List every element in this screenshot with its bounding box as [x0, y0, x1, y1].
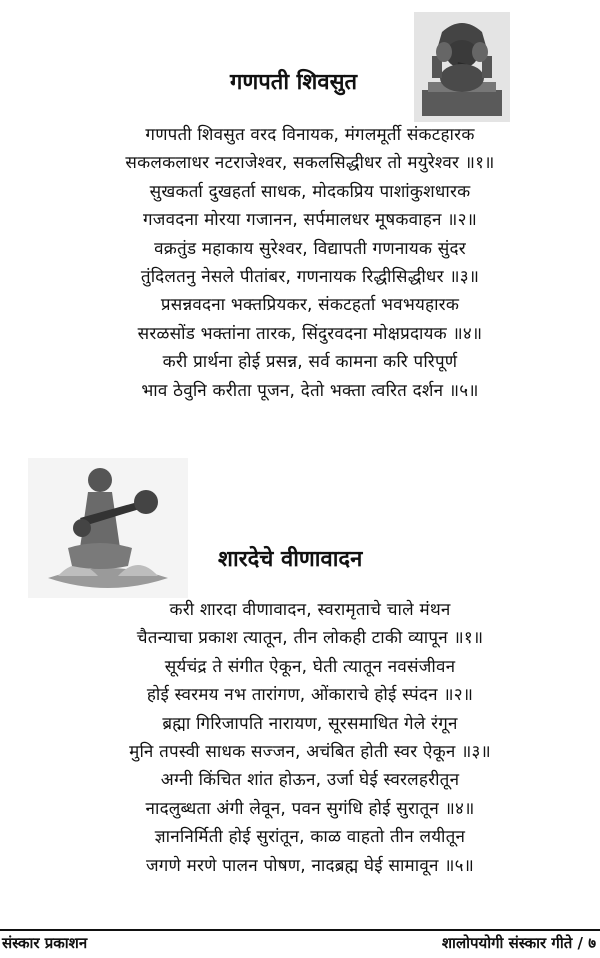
- verse-line: सूर्यचंद्र ते संगीत ऐकून, घेती त्यातून नवसंजीवन: [164, 656, 456, 677]
- verse-line: ज्ञाननिर्मिती होई सुरांतून, काळ वाहतो तीन लयीतून: [154, 827, 466, 848]
- sarasvati-veena-image: [28, 458, 188, 598]
- ganesha-image: [414, 12, 510, 122]
- verse-line: मुनि तपस्वी साधक सज्जन, अचंबित होती स्वर ऐकून ॥३॥: [129, 741, 491, 762]
- verse-line: सकलकलाधर नटराजेश्वर, सकलसिद्धीधर तो मयुरेश्वर ॥१॥: [125, 153, 495, 174]
- verse-line: जगणे मरणे पालन पोषण, नादब्रह्म घेई सामावून ॥५॥: [145, 855, 475, 876]
- verse-line: करी शारदा वीणावादन, स्वरामृताचे चाले मंथन: [169, 600, 451, 620]
- verse-line: गजवदना मोरया गजानन, सर्पमालधर मूषकवाहन ॥२॥: [143, 210, 477, 231]
- verse-line: चैतन्याचा प्रकाश त्यातून, तीन लोकही टाकी व्यापून ॥१॥: [136, 628, 484, 649]
- verse-line: अग्नी किंचित शांत होऊन, उर्जा घेई स्वरलहरीतून: [160, 770, 460, 791]
- verse-line: ब्रह्मा गिरिजापति नारायण, सूरसमाधित गेले रंगून: [162, 713, 458, 734]
- ganesha-illustration: [414, 12, 510, 122]
- poem2-title: शारदेचे वीणावादन: [218, 547, 363, 572]
- footer-publisher: संस्कार प्रकाशन: [2, 934, 88, 952]
- verse-line: करी प्रार्थना होई प्रसन्न, सर्व कामना करि परिपूर्ण: [162, 352, 458, 373]
- verse-line: भाव ठेवुनि करीता पूजन, देतो भक्ता त्वरित दर्शन ॥५॥: [141, 380, 479, 401]
- verse-line: गणपती शिवसुत वरद विनायक, मंगलमूर्ती संकटहारक: [145, 125, 475, 145]
- poem2-verses: [60, 596, 560, 880]
- poem1-title: गणपती शिवसुत: [230, 70, 357, 95]
- footer-divider: [0, 929, 600, 931]
- footer-book-page: शालोपयोगी संस्कार गीते / ७: [441, 934, 596, 952]
- verse-line: होई स्वरमय नभ तारांगण, ओंकाराचे होई स्पंदन ॥२॥: [146, 685, 474, 706]
- verse-line: वक्रतुंड महाकाय सुरेश्वर, विद्यापती गणनायक सुंदर: [154, 238, 466, 259]
- verse-line: तुंदिलतनु नेसले पीतांबर, गणनायक रिद्धीसिद्धीधर ॥३॥: [140, 266, 480, 287]
- verse-line: सुखकर्ता दुखहर्ता साधक, मोदकप्रिय पाशांकुशधारक: [149, 181, 471, 202]
- poem1-verses: [60, 121, 560, 405]
- sarasvati-illustration: [28, 458, 188, 598]
- verse-line: सरळसोंड भक्तांना तारक, सिंदुरवदना मोक्षप्रदायक ॥४॥: [137, 323, 483, 344]
- verse-line: नादलुब्धता अंगी लेवून, पवन सुगंधि होई सुरातून ॥४॥: [145, 798, 475, 819]
- verse-line: प्रसन्नवदना भक्तप्रियकर, संकटहर्ता भवभयहारक: [160, 295, 460, 316]
